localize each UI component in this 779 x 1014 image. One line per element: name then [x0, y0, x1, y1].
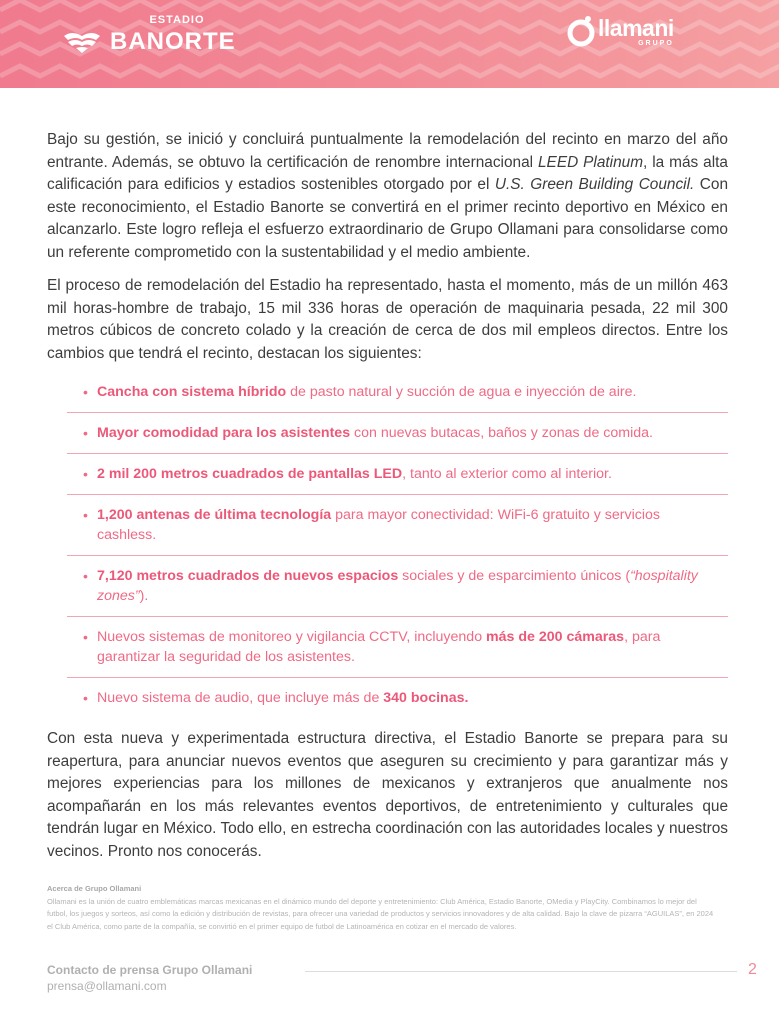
estadio-banorte-logo: [62, 14, 242, 56]
bullet-text: para mayor conectividad: WiFi-6 gratuito y servicios cashless.: [97, 507, 660, 543]
bullet-text: sociales y de esparcimiento únicos (: [398, 568, 631, 584]
leed-text: LEED Platinum: [538, 153, 644, 171]
list-item: [67, 556, 728, 617]
bullet-text: ).: [139, 588, 149, 604]
list-item: [67, 454, 728, 495]
about-section: [47, 883, 717, 933]
bullet-bold: 340 bocinas.: [383, 690, 469, 706]
bullet-text: Nuevos sistemas de monitoreo y vigilancia CCTV, incluyendo: [97, 629, 487, 645]
header-band: [0, 0, 779, 88]
banorte-emblem-icon: [62, 30, 102, 54]
press-contact: [47, 962, 252, 994]
logo-grupo: GRUPO: [638, 39, 674, 47]
ollamani-logo: [566, 14, 674, 48]
list-item: [67, 617, 728, 678]
bullet-italic: “hospitality zones”: [97, 568, 698, 604]
footer-divider: [305, 971, 737, 972]
text-run: , la más alta calificación para edificios y estadios sostenibles otorgado por el: [47, 153, 728, 193]
logo-name: llamani: [598, 14, 674, 41]
bullet-bold: 2 mil 200 metros cuadrados de pantallas LED: [97, 466, 403, 482]
contact-email[interactable]: prensa@ollamani.com: [47, 979, 167, 993]
bullet-bold: más de 200 cámaras: [486, 629, 625, 645]
list-item: [67, 678, 728, 718]
list-item: [67, 413, 728, 454]
bullet-text: de pasto natural y succión de agua e inyección de aire.: [286, 384, 637, 400]
paragraph-proceso: El proceso de remodelación del Estadio ha representado, hasta el momento, más de un millón 463 mil horas-hombre de trabajo, 15 mil 336 horas de operación de maquinaria pesada, 22 mil 300 metros cúbicos de concreto colado y la creación de cerca de dos mil empleos directos. Entre los cambios que tendrá el recinto, destacan los siguientes:: [47, 277, 728, 362]
bullet-bold: Cancha con sistema híbrido: [97, 384, 287, 400]
bullet-text: con nuevas butacas, baños y zonas de comida.: [350, 425, 653, 441]
bullet-text: , tanto al exterior como al interior.: [402, 466, 612, 482]
feature-list: [47, 372, 728, 718]
logo-big-text: BANORTE: [110, 28, 236, 55]
text-run: Bajo su gestión, se inició y concluirá puntualmente la remodelación del recinto en marzo del año entrante. Además, se obtuvo la certificación de renombre internacional: [47, 131, 728, 171]
list-item: [67, 495, 728, 556]
paragraph-cierre: Con esta nueva y experimentada estructura directiva, el Estadio Banorte se prepara para su reapertura, para anunciar nuevos eventos que aseguren su crecimiento y para garantizar más y mejores experiencias para los millones de mexicanos y extranjeros que anualmente nos acompañarán en los más relevantes eventos deportivos, de entretenimiento y culturales que tendrán lugar en México. Todo ello, en estrecha coordinación con las autoridades locales y nuestros vecinos. Pronto nos conocerás.: [47, 730, 728, 860]
text-run: Con este reconocimiento, el Estadio Banorte se convertirá en el primer recinto deportivo en México en alcanzarlo. Este logro refleja el esfuerzo extraordinario de Grupo Ollamani para consolidarse como un referente comprometido con la sustentabilidad y el medio ambiente.: [47, 176, 729, 261]
bullet-text: , para garantizar la seguridad de los asistentes.: [97, 629, 661, 665]
bullet-text: Nuevo sistema de audio, que incluye más de: [97, 690, 384, 706]
page-number: 2: [748, 961, 757, 978]
about-title: Acerca de Grupo Ollamani: [47, 884, 142, 893]
bullet-bold: 1,200 antenas de última tecnología: [97, 507, 332, 523]
document-body: [47, 129, 728, 863]
list-item: [67, 372, 728, 413]
ollamani-ring-icon: [566, 14, 596, 48]
contact-title: Contacto de prensa Grupo Ollamani: [47, 963, 253, 977]
about-text: Ollamani es la unión de cuatro emblemáticas marcas mexicanas en el dinámico mundo del deporte y entretenimiento: Club América, Estadio Banorte, OMedia y PlayCity. Combinamos lo mejor del futbol, los juegos y sorteos, así como la edición y distribución de revistas, para ofrecer una variedad de productos y servicios innovadores y de alta calidad. Bajo la clave de pizarra “AGUILAS”, en 2024 el Club América, como parte de la compañía, se convirtió en el primer equipo de futbol de Latinoamérica en cotizar en el mercado de valores.: [47, 896, 714, 931]
paragraph-remodelacion: [47, 129, 728, 264]
logo-small-text: ESTADIO: [149, 14, 205, 26]
usgbc-text: U.S. Green Building Council.: [494, 176, 695, 193]
bullet-bold: 7,120 metros cuadrados de nuevos espacios: [97, 568, 399, 584]
bullet-bold: Mayor comodidad para los asistentes: [97, 425, 351, 441]
